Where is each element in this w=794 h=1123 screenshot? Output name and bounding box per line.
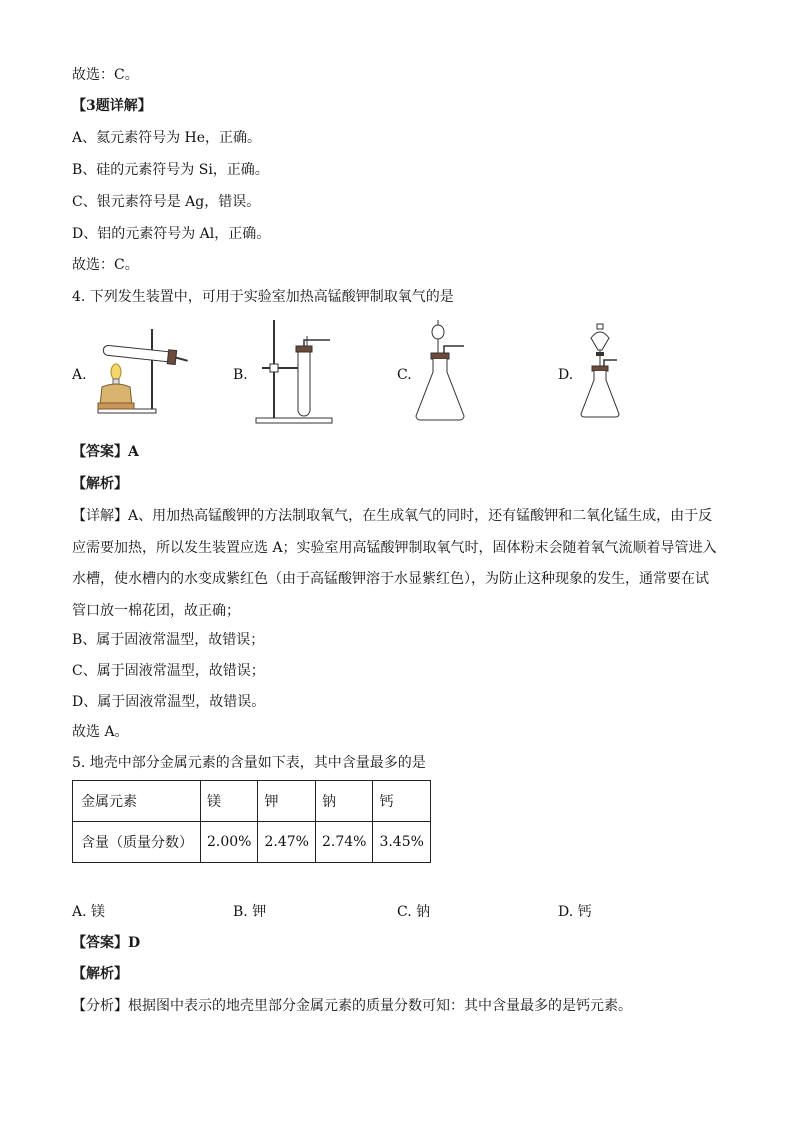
- option-a: A. 镁: [72, 904, 106, 920]
- section-heading: 【3题详解】: [72, 98, 152, 114]
- table-cell: 含量（质量分数）: [73, 822, 201, 863]
- detail-line: 管口放一棉花团，故正确；: [72, 603, 240, 619]
- option-label-b: B.: [233, 367, 248, 383]
- text-line: D、铝的元素符号为 Al，正确。: [72, 226, 271, 242]
- table-header-cell: 钙: [373, 781, 430, 822]
- apparatus-a-image: [92, 325, 192, 420]
- table-cell: 2.47%: [258, 822, 315, 863]
- apparatus-c-image: [412, 320, 472, 425]
- detail-line: D、属于固液常温型，故错误。: [72, 694, 266, 710]
- option-b: B. 钾: [233, 904, 267, 920]
- table-header-cell: 镁: [201, 781, 258, 822]
- apparatus-d-image: [575, 322, 625, 422]
- table-header-cell: 钠: [315, 781, 372, 822]
- apparatus-b-image: [252, 318, 342, 428]
- option-label-d: D.: [558, 367, 574, 383]
- detail-line: C、属于固液常温型，故错误；: [72, 663, 265, 679]
- analysis-text: 【分析】根据图中表示的地壳里部分金属元素的质量分数可知：其中含量最多的是钙元素。: [72, 998, 632, 1014]
- table-header-cell: 金属元素: [73, 781, 201, 822]
- table-row: [73, 781, 431, 822]
- analysis-heading: 【解析】: [72, 476, 128, 492]
- table-cell: 3.45%: [373, 822, 430, 863]
- text-line: A、氦元素符号为 He，正确。: [72, 130, 262, 146]
- table-row: [73, 822, 431, 863]
- question-stem: 5. 地壳中部分金属元素的含量如下表，其中含量最多的是: [72, 755, 426, 771]
- table-cell: 2.00%: [201, 822, 258, 863]
- detail-line: 故选 A。: [72, 724, 129, 740]
- text-line: 故选：C。: [72, 257, 139, 273]
- answer-label: 【答案】D: [72, 935, 141, 951]
- detail-line: 【详解】A、用加热高锰酸钾的方法制取氧气，在生成氧气的同时，还有锰酸钾和二氧化锰生成，由于反: [72, 508, 713, 524]
- answer-label: 【答案】A: [72, 444, 139, 460]
- table-header-cell: 钾: [258, 781, 315, 822]
- option-label-c: C.: [397, 367, 412, 383]
- detail-line: B、属于固液常温型，故错误；: [72, 632, 265, 648]
- option-label-a: A.: [72, 367, 87, 383]
- detail-line: 水槽，使水槽内的水变成紫红色（由于高锰酸钾溶于水显紫红色），为防止这种现象的发生，通常要在试: [72, 571, 709, 587]
- text-line: 故选：C。: [72, 67, 139, 83]
- detail-line: 应需要加热，所以发生装置应选 A；实验室用高锰酸钾制取氧气时，固体粉末会随着氧气流顺着导管进入: [72, 540, 717, 556]
- metal-content-table: [72, 780, 431, 863]
- analysis-heading: 【解析】: [72, 966, 128, 982]
- option-d: D. 钙: [558, 904, 592, 920]
- text-line: B、硅的元素符号为 Si，正确。: [72, 162, 269, 178]
- table-cell: 2.74%: [315, 822, 372, 863]
- option-c: C. 钠: [397, 904, 431, 920]
- text-line: C、银元素符号是 Ag，错误。: [72, 194, 261, 210]
- question-stem: 4. 下列发生装置中，可用于实验室加热高锰酸钾制取氧气的是: [72, 289, 454, 305]
